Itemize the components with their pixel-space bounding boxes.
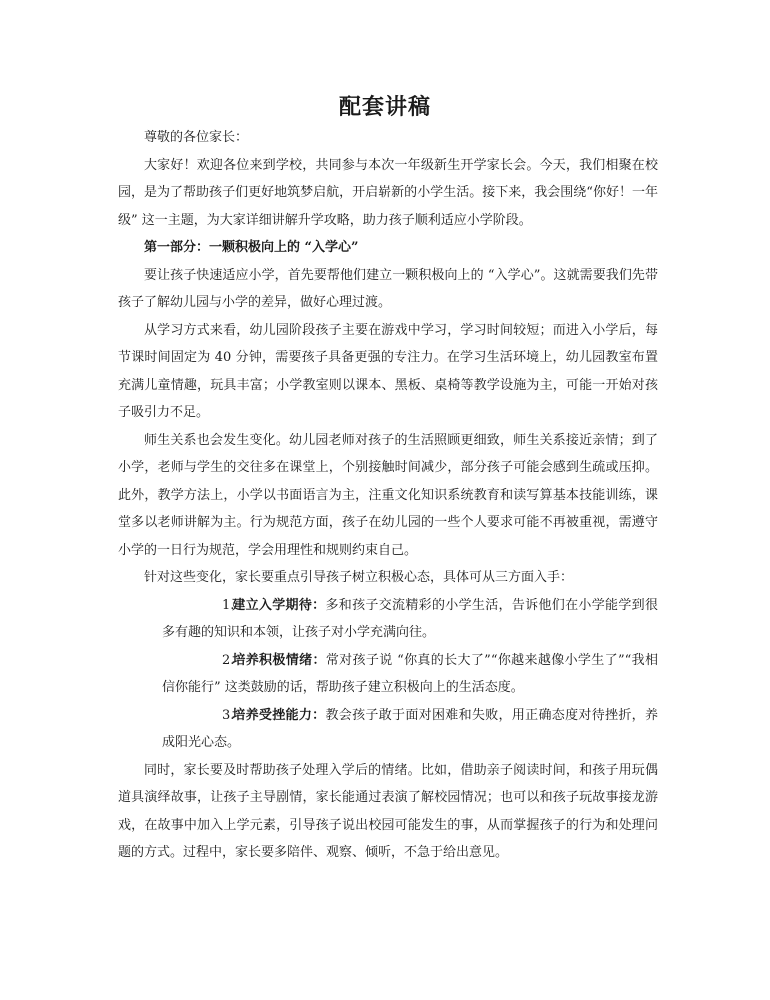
greeting: 尊敬的各位家长： — [144, 130, 249, 145]
list-text: 常对孩子说 “你真的长大了”“你越来越像小学生了”“我相信你能行” 这类鼓励的话，帮助孩子建立积极向上的生活态度。 — [162, 652, 658, 695]
list-text: 多和孩子交流精彩的小学生活，告诉他们在小学能学到很多有趣的知识和本领，让孩子对小学充满向往。 — [162, 597, 658, 640]
list-number: 2. — [222, 652, 235, 668]
paragraph-2: 从学习方式来看，幼儿园阶段孩子主要在游戏中学习，学习时间较短；而进入小学后，每节课时间固定为 40 分钟，需要孩子具备更强的专注力。在学习生活环境上，幼儿园教室布置充满儿童情趣，玩具丰富；小学教室则以课本、黑板、桌椅等教学设施为主，可能一开始对孩子吸引力不足。 — [118, 322, 658, 420]
paragraph-1: 要让孩子快速适应小学，首先要帮他们建立一颗积极向上的 “入学心”。这就需要我们先带孩子了解幼儿园与小学的差异，做好心理过渡。 — [118, 267, 658, 310]
document-title: 配套讲稿 — [338, 94, 431, 120]
section-heading: 第一部分：一颗积极向上的 “入学心” — [144, 240, 359, 255]
list-item — [118, 647, 658, 702]
list-number: 1. — [222, 597, 235, 613]
list-label: 建立入学期待： — [232, 597, 326, 613]
list-label: 培养受挫能力： — [232, 707, 326, 723]
document-body — [118, 124, 658, 867]
paragraph-4: 针对这些变化，家长要重点引导孩子树立积极心态，具体可从三方面入手： — [144, 570, 574, 585]
intro-paragraph: 大家好！欢迎各位来到学校，共同参与本次一年级新生开学家长会。今天，我们相聚在校园，是为了帮助孩子们更好地筑梦启航，开启崭新的小学生活。接下来，我会围绕“你好！一年级” 这一主题，为大家详细讲解升学攻略，助力孩子顺利适应小学阶段。 — [118, 157, 658, 228]
list-item — [118, 702, 658, 757]
list-item — [118, 592, 658, 647]
list-label: 培养积极情绪： — [232, 652, 326, 668]
paragraph-3: 师生关系也会发生变化。幼儿园老师对孩子的生活照顾更细致，师生关系接近亲情；到了小学，老师与学生的交往多在课堂上，个别接触时间减少，部分孩子可能会感到生疏或压抑。此外，教学方法上，小学以书面语言为主，注重文化知识系统教育和读写算基本技能训练，课堂多以老师讲解为主。行为规范方面，孩子在幼儿园的一些个人要求可能不再被重视，需遵守小学的一日行为规范，学会用理性和规则约束自己。 — [118, 432, 658, 558]
paragraph-5: 同时，家长要及时帮助孩子处理入学后的情绪。比如，借助亲子阅读时间，和孩子用玩偶道具演绎故事，让孩子主导剧情，家长能通过表演了解校园情况；也可以和孩子玩故事接龙游戏，在故事中加入上学元素，引导孩子说出校园可能发生的事，从而掌握孩子的行为和处理问题的方式。过程中，家长要多陪伴、观察、倾听，不急于给出意见。 — [118, 762, 658, 860]
list-text: 教会孩子敢于面对困难和失败，用正确态度对待挫折，养成阳光心态。 — [162, 707, 658, 750]
list-number: 3. — [222, 707, 235, 723]
